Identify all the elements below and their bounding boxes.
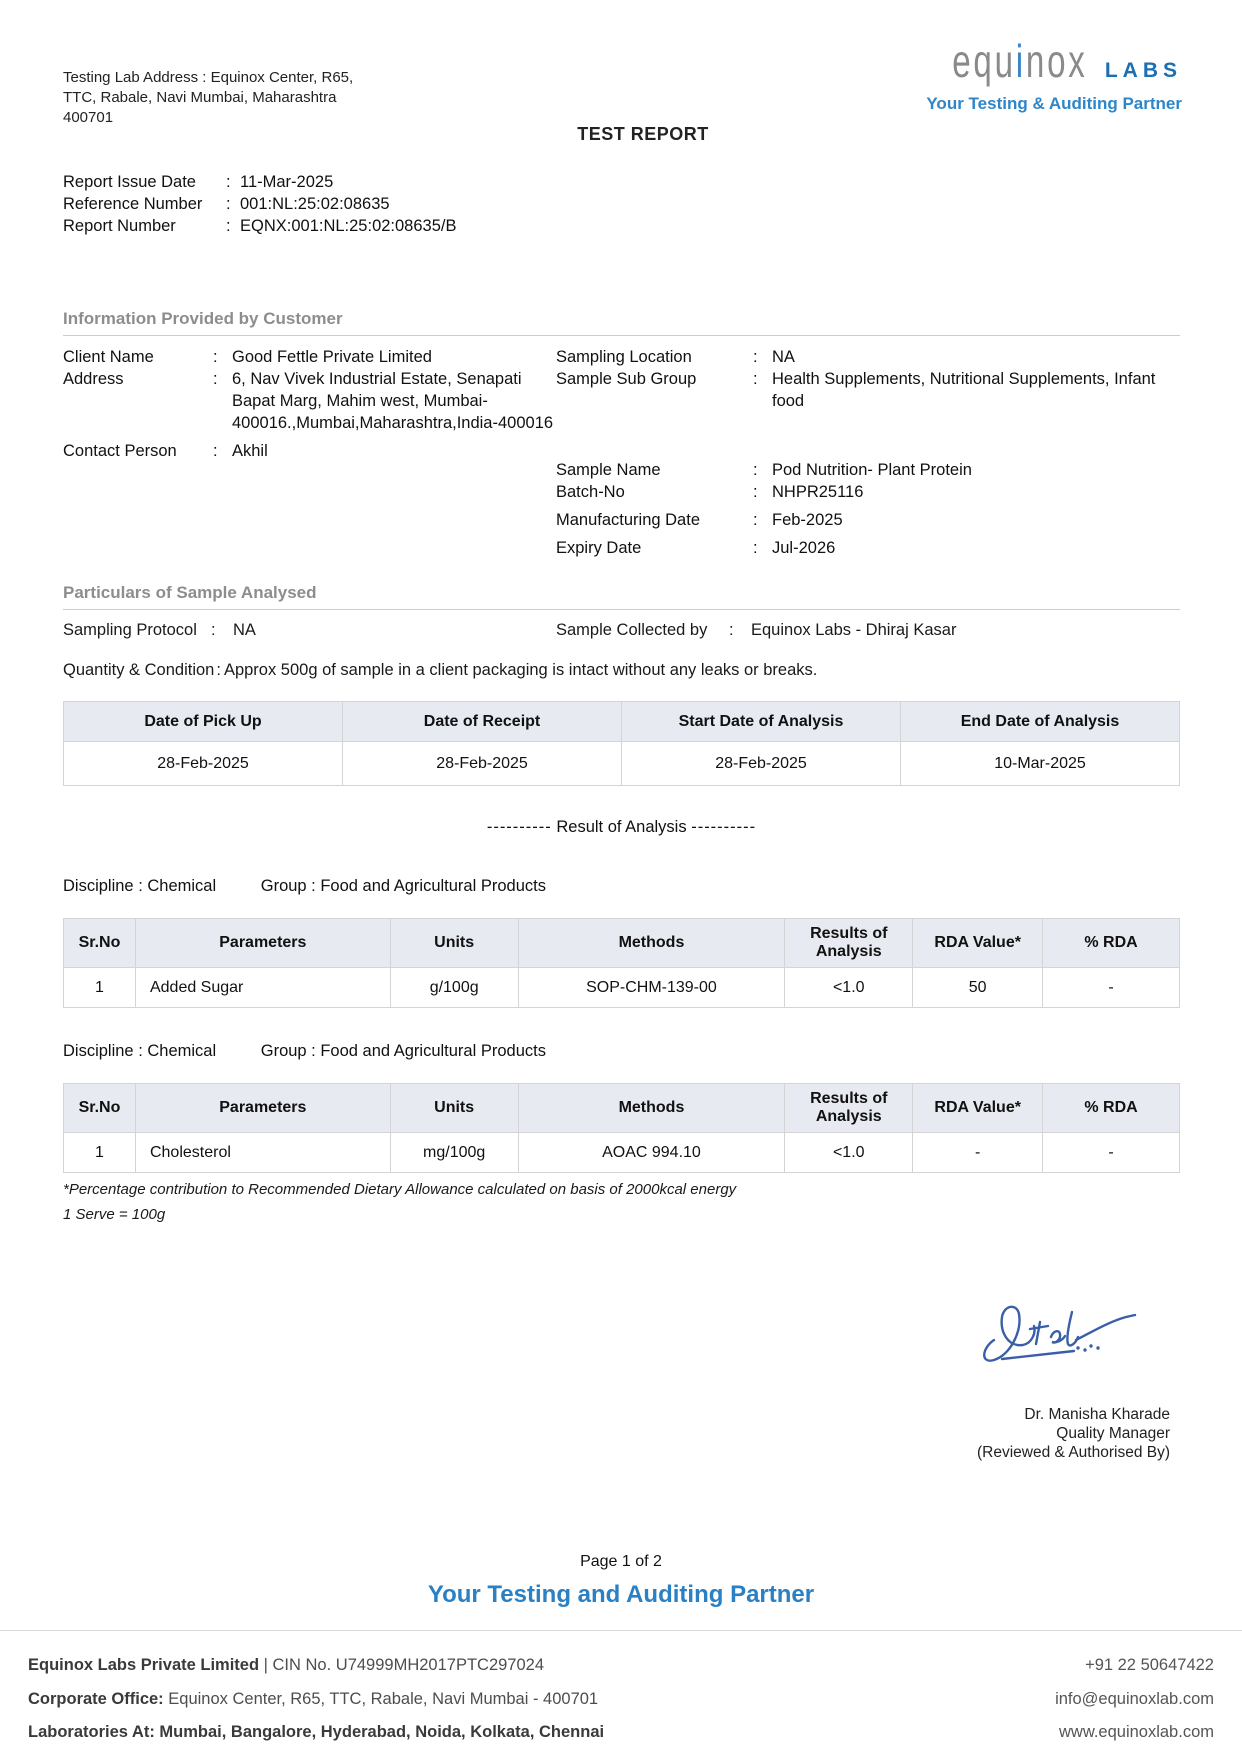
info-colon: : (753, 461, 758, 479)
footer-company-name: Equinox Labs Private Limited (28, 1656, 260, 1674)
info-colon: : (213, 348, 218, 366)
info-colon: : (753, 511, 758, 529)
footer-office-row (28, 1683, 1214, 1717)
quantity-condition-label: Quantity & Condition (63, 661, 215, 679)
results-header-cell: Parameters (135, 1084, 390, 1133)
customer-info-right-column (556, 346, 1180, 559)
footer-company (28, 1649, 544, 1683)
page-header (0, 0, 1242, 126)
bottom-center (0, 1553, 1242, 1609)
rda-value-cell: 50 (913, 968, 1043, 1008)
logo-tagline: Your Testing & Auditing Partner (926, 94, 1182, 113)
group-label: Group : Food and Agricultural Products (260, 877, 546, 895)
results-header-cell: Methods (518, 919, 785, 968)
quantity-condition-row (63, 659, 1180, 681)
results-header-row (64, 1084, 1180, 1133)
customer-info-left-column (63, 346, 556, 559)
rda-value-cell: - (913, 1133, 1043, 1173)
result-cell: <1.0 (785, 1133, 913, 1173)
meta-label: Reference Number (63, 195, 203, 213)
contact-person-row (63, 440, 556, 462)
expiry-date-row (556, 537, 1180, 559)
results-header-cell: Units (390, 919, 518, 968)
dates-header-cell: Date of Receipt (343, 702, 622, 742)
manufacturing-date-value: Feb-2025 (772, 511, 843, 529)
method-cell: SOP-CHM-139-00 (518, 968, 785, 1008)
results-header-cell: Results of Analysis (785, 919, 913, 968)
equinox-labs-logo (926, 34, 1182, 114)
reference-number-value: 001:NL:25:02:08635 (240, 195, 390, 213)
logo-brand-i: i (1015, 34, 1026, 88)
info-label: Sample Sub Group (556, 370, 697, 388)
date-of-receipt-value: 28-Feb-2025 (343, 742, 622, 786)
expiry-date-value: Jul-2026 (772, 539, 836, 557)
footer-office-label: Corporate Office: (28, 1689, 164, 1708)
signatory-name: Dr. Manisha Kharade (1024, 1406, 1170, 1423)
sample-collected-by-value: Equinox Labs - Dhiraj Kasar (751, 621, 957, 639)
lab-address (63, 68, 393, 128)
info-label: Sampling Location (556, 348, 692, 366)
section-divider (63, 335, 1180, 336)
end-date-value: 10-Mar-2025 (901, 742, 1180, 786)
result-cell: <1.0 (785, 968, 913, 1008)
parameter-cell: Added Sugar (135, 968, 390, 1008)
start-date-value: 28-Feb-2025 (622, 742, 901, 786)
footer-office (28, 1683, 598, 1717)
logo-brand-pre: equ (951, 34, 1016, 88)
pct-rda-cell: - (1043, 968, 1180, 1008)
dates-table-header-row (64, 702, 1180, 742)
info-label: Sample Name (556, 461, 661, 479)
footer-labs-row (28, 1716, 1214, 1750)
report-issue-date-value: 11-Mar-2025 (240, 173, 334, 191)
sr-no-cell: 1 (64, 1133, 136, 1173)
page-title: TEST REPORT (577, 124, 709, 144)
report-meta (63, 171, 1180, 237)
footer-labs-cities: Mumbai, Bangalore, Hyderabad, Noida, Kolkata, Chennai (154, 1723, 605, 1741)
reference-number-row (63, 193, 1180, 215)
sampling-location-row (556, 346, 1180, 368)
dates-header-cell: Date of Pick Up (64, 702, 343, 742)
method-cell: AOAC 994.10 (518, 1133, 785, 1173)
particulars-heading: Particulars of Sample Analysed (63, 583, 317, 602)
lab-address-line: 400701 (63, 109, 114, 126)
meta-colon: : (226, 217, 231, 235)
results-header-cell: Units (390, 1084, 518, 1133)
sampling-protocol-row (63, 619, 556, 641)
discipline-label: Discipline : Chemical (63, 1042, 217, 1060)
results-header-cell: Parameters (135, 919, 390, 968)
divider-title: Result of Analysis (556, 818, 687, 836)
signatory-note: (Reviewed & Authorised By) (977, 1444, 1170, 1461)
discipline-group-row (63, 1042, 1180, 1061)
serve-footnote: 1 Serve = 100g (63, 1206, 166, 1223)
logo-labs-text: LABS (1104, 59, 1182, 82)
info-label: Contact Person (63, 442, 177, 460)
info-label: Manufacturing Date (556, 511, 700, 529)
info-label: Client Name (63, 348, 154, 366)
particulars-row (63, 619, 1180, 641)
info-colon: : (753, 348, 758, 366)
signature-image (972, 1296, 1142, 1379)
bottom-tagline: Your Testing and Auditing Partner (427, 1581, 815, 1608)
results-header-cell: Results of Analysis (785, 1084, 913, 1133)
footer-phone: +91 22 50647422 (1085, 1656, 1214, 1674)
address-row (63, 368, 556, 434)
info-colon: : (753, 370, 758, 388)
date-of-pickup-value: 28-Feb-2025 (64, 742, 343, 786)
sample-collected-by-label: Sample Collected by (556, 621, 708, 639)
client-name-value: Good Fettle Private Limited (232, 348, 432, 366)
info-label: Expiry Date (556, 539, 642, 557)
lab-address-line: Testing Lab Address : Equinox Center, R65, (63, 69, 354, 86)
spacer (556, 412, 1180, 459)
signatory-role: Quality Manager (1056, 1425, 1170, 1442)
discipline-label: Discipline : Chemical (63, 877, 217, 895)
sample-name-value: Pod Nutrition- Plant Protein (772, 461, 972, 479)
signoff-block (63, 1296, 1180, 1462)
results-header-cell: RDA Value* (913, 1084, 1043, 1133)
sampling-protocol-value: NA (233, 621, 256, 639)
dates-table-data-row (64, 742, 1180, 786)
manufacturing-date-row (556, 509, 1180, 531)
footer-website: www.equinoxlab.com (1059, 1723, 1214, 1741)
group-label: Group : Food and Agricultural Products (260, 1042, 546, 1060)
sample-name-row (556, 459, 1180, 481)
info-colon: : (213, 442, 218, 460)
customer-info-heading: Information Provided by Customer (63, 309, 343, 328)
quantity-condition-value: Approx 500g of sample in a client packaging is intact without any leaks or breaks. (223, 661, 818, 679)
results-header-cell: RDA Value* (913, 919, 1043, 968)
analysis-dates-table (63, 701, 1180, 786)
page-footer (0, 1630, 1242, 1750)
report-issue-date-row (63, 171, 1180, 193)
info-colon: : (216, 661, 221, 679)
address-value: 6, Nav Vivek Industrial Estate, Senapati Bapat Marg, Mahim west, Mumbai-400016.,Mumbai,Maharashtra,India-400016 (232, 370, 554, 432)
footer-labs-label: Laboratories At: (28, 1723, 155, 1741)
footer-email: info@equinoxlab.com (1055, 1689, 1214, 1708)
particulars-section (63, 583, 1180, 786)
units-cell: g/100g (390, 968, 518, 1008)
sample-collected-by-row (556, 619, 1180, 641)
sample-sub-group-value: Health Supplements, Nutritional Supplements, Infant food (772, 370, 1156, 410)
info-colon: : (211, 621, 216, 639)
sample-sub-group-row (556, 368, 1180, 412)
page-content (0, 171, 1242, 1462)
results-table-cholesterol (63, 1083, 1180, 1173)
signoff-text (977, 1405, 1170, 1462)
pct-rda-cell: - (1043, 1133, 1180, 1173)
footer-cin: | CIN No. U74999MH2017PTC297024 (259, 1656, 545, 1674)
footer-company-row (28, 1649, 1214, 1683)
logo-brand-text (952, 35, 1087, 89)
divider-dashes: ---------- (486, 818, 552, 836)
info-label: Batch-No (556, 483, 625, 501)
meta-label: Report Number (63, 217, 176, 235)
info-colon: : (753, 539, 758, 557)
table-row (64, 968, 1180, 1008)
discipline-group-row (63, 877, 1180, 896)
results-header-cell: % RDA (1043, 919, 1180, 968)
sr-no-cell: 1 (64, 968, 136, 1008)
results-table-added-sugar (63, 918, 1180, 1008)
lab-address-line: TTC, Rabale, Navi Mumbai, Maharashtra (63, 89, 337, 106)
info-label: Address (63, 370, 124, 388)
meta-colon: : (226, 173, 231, 191)
sampling-location-value: NA (772, 348, 795, 366)
info-colon: : (753, 483, 758, 501)
contact-person-value: Akhil (232, 442, 268, 460)
report-number-row (63, 215, 1180, 237)
table-row (64, 1133, 1180, 1173)
results-header-cell: % RDA (1043, 1084, 1180, 1133)
logo-wordmark (926, 34, 1182, 88)
batch-no-value: NHPR25116 (772, 483, 864, 501)
meta-label: Report Issue Date (63, 173, 196, 191)
results-header-cell: Methods (518, 1084, 785, 1133)
customer-info-grid (63, 346, 1180, 559)
divider-dashes: ---------- (691, 818, 757, 836)
info-colon: : (729, 621, 734, 639)
dates-header-cell: End Date of Analysis (901, 702, 1180, 742)
client-name-row (63, 346, 556, 368)
rda-footnote: *Percentage contribution to Recommended Dietary Allowance calculated on basis of 2000kcal energy (63, 1181, 737, 1198)
customer-info-section (63, 309, 1180, 559)
sampling-protocol-label: Sampling Protocol (63, 621, 197, 639)
meta-colon: : (226, 195, 231, 213)
results-header-row (64, 919, 1180, 968)
info-colon: : (213, 370, 218, 388)
footer-office-address: Equinox Center, R65, TTC, Rabale, Navi Mumbai - 400701 (163, 1689, 599, 1708)
page-number: Page 1 of 2 (580, 1553, 662, 1570)
report-number-value: EQNX:001:NL:25:02:08635/B (240, 217, 457, 235)
results-header-cell: Sr.No (64, 919, 136, 968)
result-of-analysis-divider (63, 818, 1180, 837)
logo-brand-post: nox (1025, 34, 1088, 88)
results-header-cell: Sr.No (64, 1084, 136, 1133)
footer-labs (28, 1716, 604, 1750)
dates-header-cell: Start Date of Analysis (622, 702, 901, 742)
section-divider (63, 609, 1180, 610)
units-cell: mg/100g (390, 1133, 518, 1173)
parameter-cell: Cholesterol (135, 1133, 390, 1173)
batch-no-row (556, 481, 1180, 503)
